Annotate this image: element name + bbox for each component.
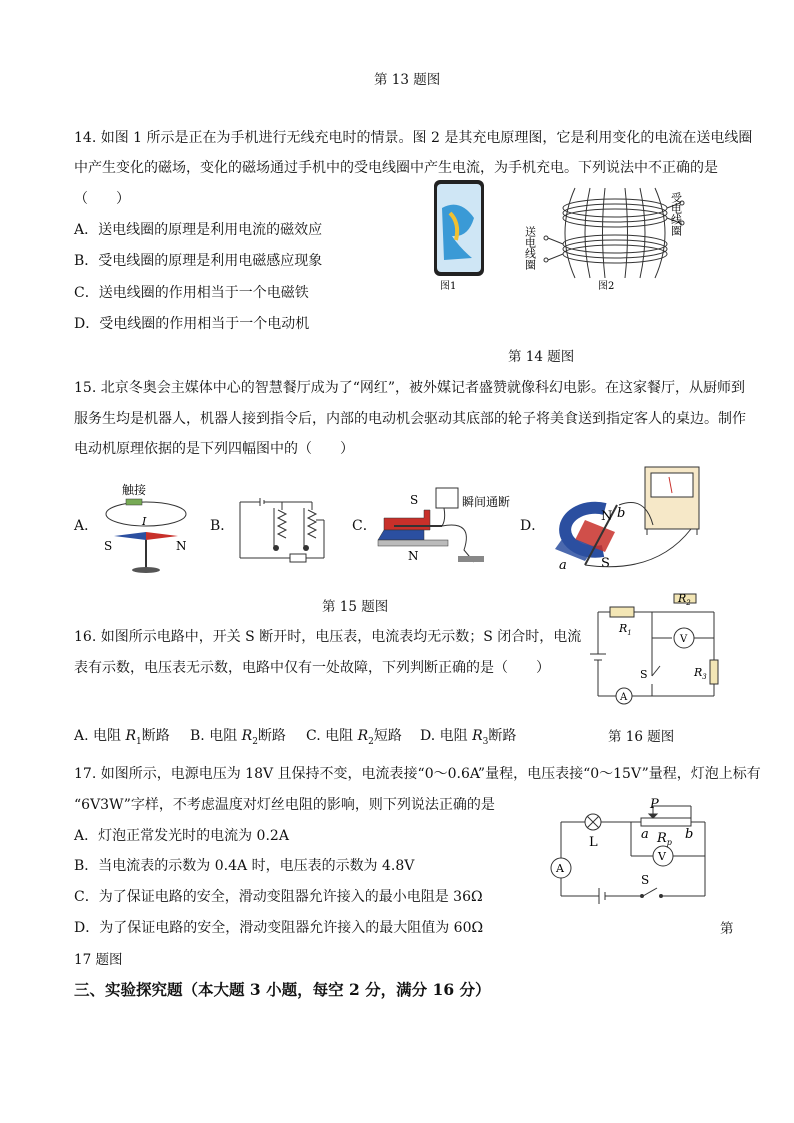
q17-stem-line2: “6V3W”字样，不考虑温度对灯丝电阻的影响，则下列说法正确的是: [74, 797, 495, 813]
voltmeter-label: V: [658, 850, 666, 863]
switch-label: S: [640, 668, 648, 681]
r1-label: $R_1$: [619, 622, 632, 637]
q17-option-c: C．为了保证电路的安全，滑动变阻器允许接入的最小电阻是 36Ω: [74, 889, 483, 905]
current-label: I: [142, 515, 147, 528]
send-coil-label: 送电线圈: [523, 226, 537, 270]
magnet-d-s-label: S: [601, 556, 610, 571]
instant-off-label: 瞬间通断: [462, 495, 511, 509]
q17-option-a: A．灯泡正常发光时的电流为 0.2A: [74, 828, 289, 844]
rheostat-end-a: a: [641, 827, 649, 842]
compass-s-label: S: [104, 539, 113, 553]
q14-option-d: D．受电线圈的作用相当于一个电动机: [74, 316, 310, 332]
receive-coil-label: 受电线圈: [669, 192, 683, 236]
figure-17-circuit: [545, 798, 720, 910]
q17-stem-line1: 17. 如图所示，电源电压为 18V 且保持不变，电流表接“0～0.6A”量程，电压表接“0～15V”量程，灯泡上标有: [74, 766, 761, 782]
r2-label: $R_2$: [678, 592, 691, 607]
q16-option-a: A. 电阻 $R_1$断路: [74, 728, 170, 747]
rod-end-a: a: [559, 558, 567, 573]
figure-15-caption: 第 15 题图: [322, 599, 389, 615]
lamp-label: L: [589, 835, 598, 850]
q14-stem-line2: 中产生变化的磁场，变化的磁场通过手机中的受电线圈中产生电流，为手机充电。下列说法中不正确的是: [74, 160, 718, 176]
q16-option-b: B. 电阻 $R_2$断路: [190, 728, 286, 747]
figure-16-circuit: [586, 590, 726, 710]
q15-stem-line2: 服务生均是机器人，机器人接到指令后，内部的电动机会驱动其底部的轮子将美食送到指定客人的桌边。制作: [74, 411, 746, 427]
q15-figure-c: [374, 480, 514, 575]
figure-14-caption: 第 14 题图: [508, 349, 575, 365]
voltmeter-label: V: [680, 634, 688, 645]
q14-option-c: C．送电线圈的作用相当于一个电磁铁: [74, 285, 309, 301]
q15-label-c: C．: [352, 518, 377, 534]
q15-figure-b: [232, 490, 332, 570]
r3-label: $R_3$: [694, 666, 707, 681]
q15-figure-d: [545, 465, 715, 575]
figure-14: [430, 178, 720, 296]
rheostat-label: $R_p$: [657, 831, 672, 847]
fig1-label: 图1: [440, 281, 457, 292]
q17-option-d: D．为了保证电路的安全，滑动变阻器允许接入的最大阻值为 60Ω: [74, 920, 484, 936]
figure-17-caption-part1: 第: [720, 921, 734, 937]
rheostat-end-b: b: [685, 827, 694, 842]
switch-label: S: [641, 873, 650, 887]
q14-stem-line3: （ ）: [74, 191, 130, 207]
q16-option-d: D. 电阻 $R_3$断路: [420, 728, 517, 747]
magnet-d-n-label: N: [601, 509, 613, 524]
touch-label: 触接: [122, 483, 147, 497]
figure-16-caption: 第 16 题图: [608, 729, 675, 745]
coil-diagram: [544, 188, 684, 278]
section-3-heading: 三、实验探究题（本大题 3 小题，每空 2 分，满分 16 分）: [74, 980, 491, 999]
figure-13-caption: 第 13 题图: [374, 72, 441, 88]
magnet-s-label: S: [410, 493, 419, 507]
magnet-n-label: N: [408, 549, 419, 563]
q15-stem-line1: 15. 北京冬奥会主媒体中心的智慧餐厅成为了“网红”，被外媒记者盛赞就像科幻电影。在这家餐厅，从厨师到: [74, 380, 746, 396]
fig2-label: 图2: [598, 281, 615, 292]
q17-option-b: B．当电流表的示数为 0.4A 时，电压表的示数为 4.8V: [74, 858, 415, 874]
ammeter-label: A: [620, 692, 628, 703]
ammeter-label: A: [556, 862, 564, 875]
q15-label-d: D．: [520, 518, 546, 534]
q14-stem-line1: 14. 如图 1 所示是正在为手机进行无线充电时的情景。图 2 是其充电原理图，它是利用变化的电流在送电线圈: [74, 130, 753, 146]
phone-image: [434, 180, 484, 276]
q15-label-a: A．: [74, 518, 99, 534]
q16-stem-line1: 16. 如图所示电路中，开关 S 断开时，电压表，电流表均无示数；S 闭合时，电流: [74, 629, 582, 645]
q14-option-b: B．受电线圈的原理是利用电磁感应现象: [74, 253, 323, 269]
q15-label-b: B．: [210, 518, 235, 534]
q15-stem-line3: 电动机原理依据的是下列四幅图中的（ ）: [74, 441, 354, 457]
slider-p-label: P: [650, 798, 659, 812]
figure-17-caption-part2: 17 题图: [74, 952, 123, 968]
q15-figure-a: [96, 478, 201, 578]
q16-option-c: C. 电阻 $R_2$短路: [306, 728, 402, 747]
q14-option-a: A．送电线圈的原理是利用电流的磁效应: [74, 222, 323, 238]
compass-n-label: N: [176, 539, 187, 553]
rod-end-b: b: [617, 506, 626, 521]
q16-stem-line2: 表有示数，电压表无示数，电路中仅有一处故障，下列判断正确的是（ ）: [74, 660, 550, 676]
